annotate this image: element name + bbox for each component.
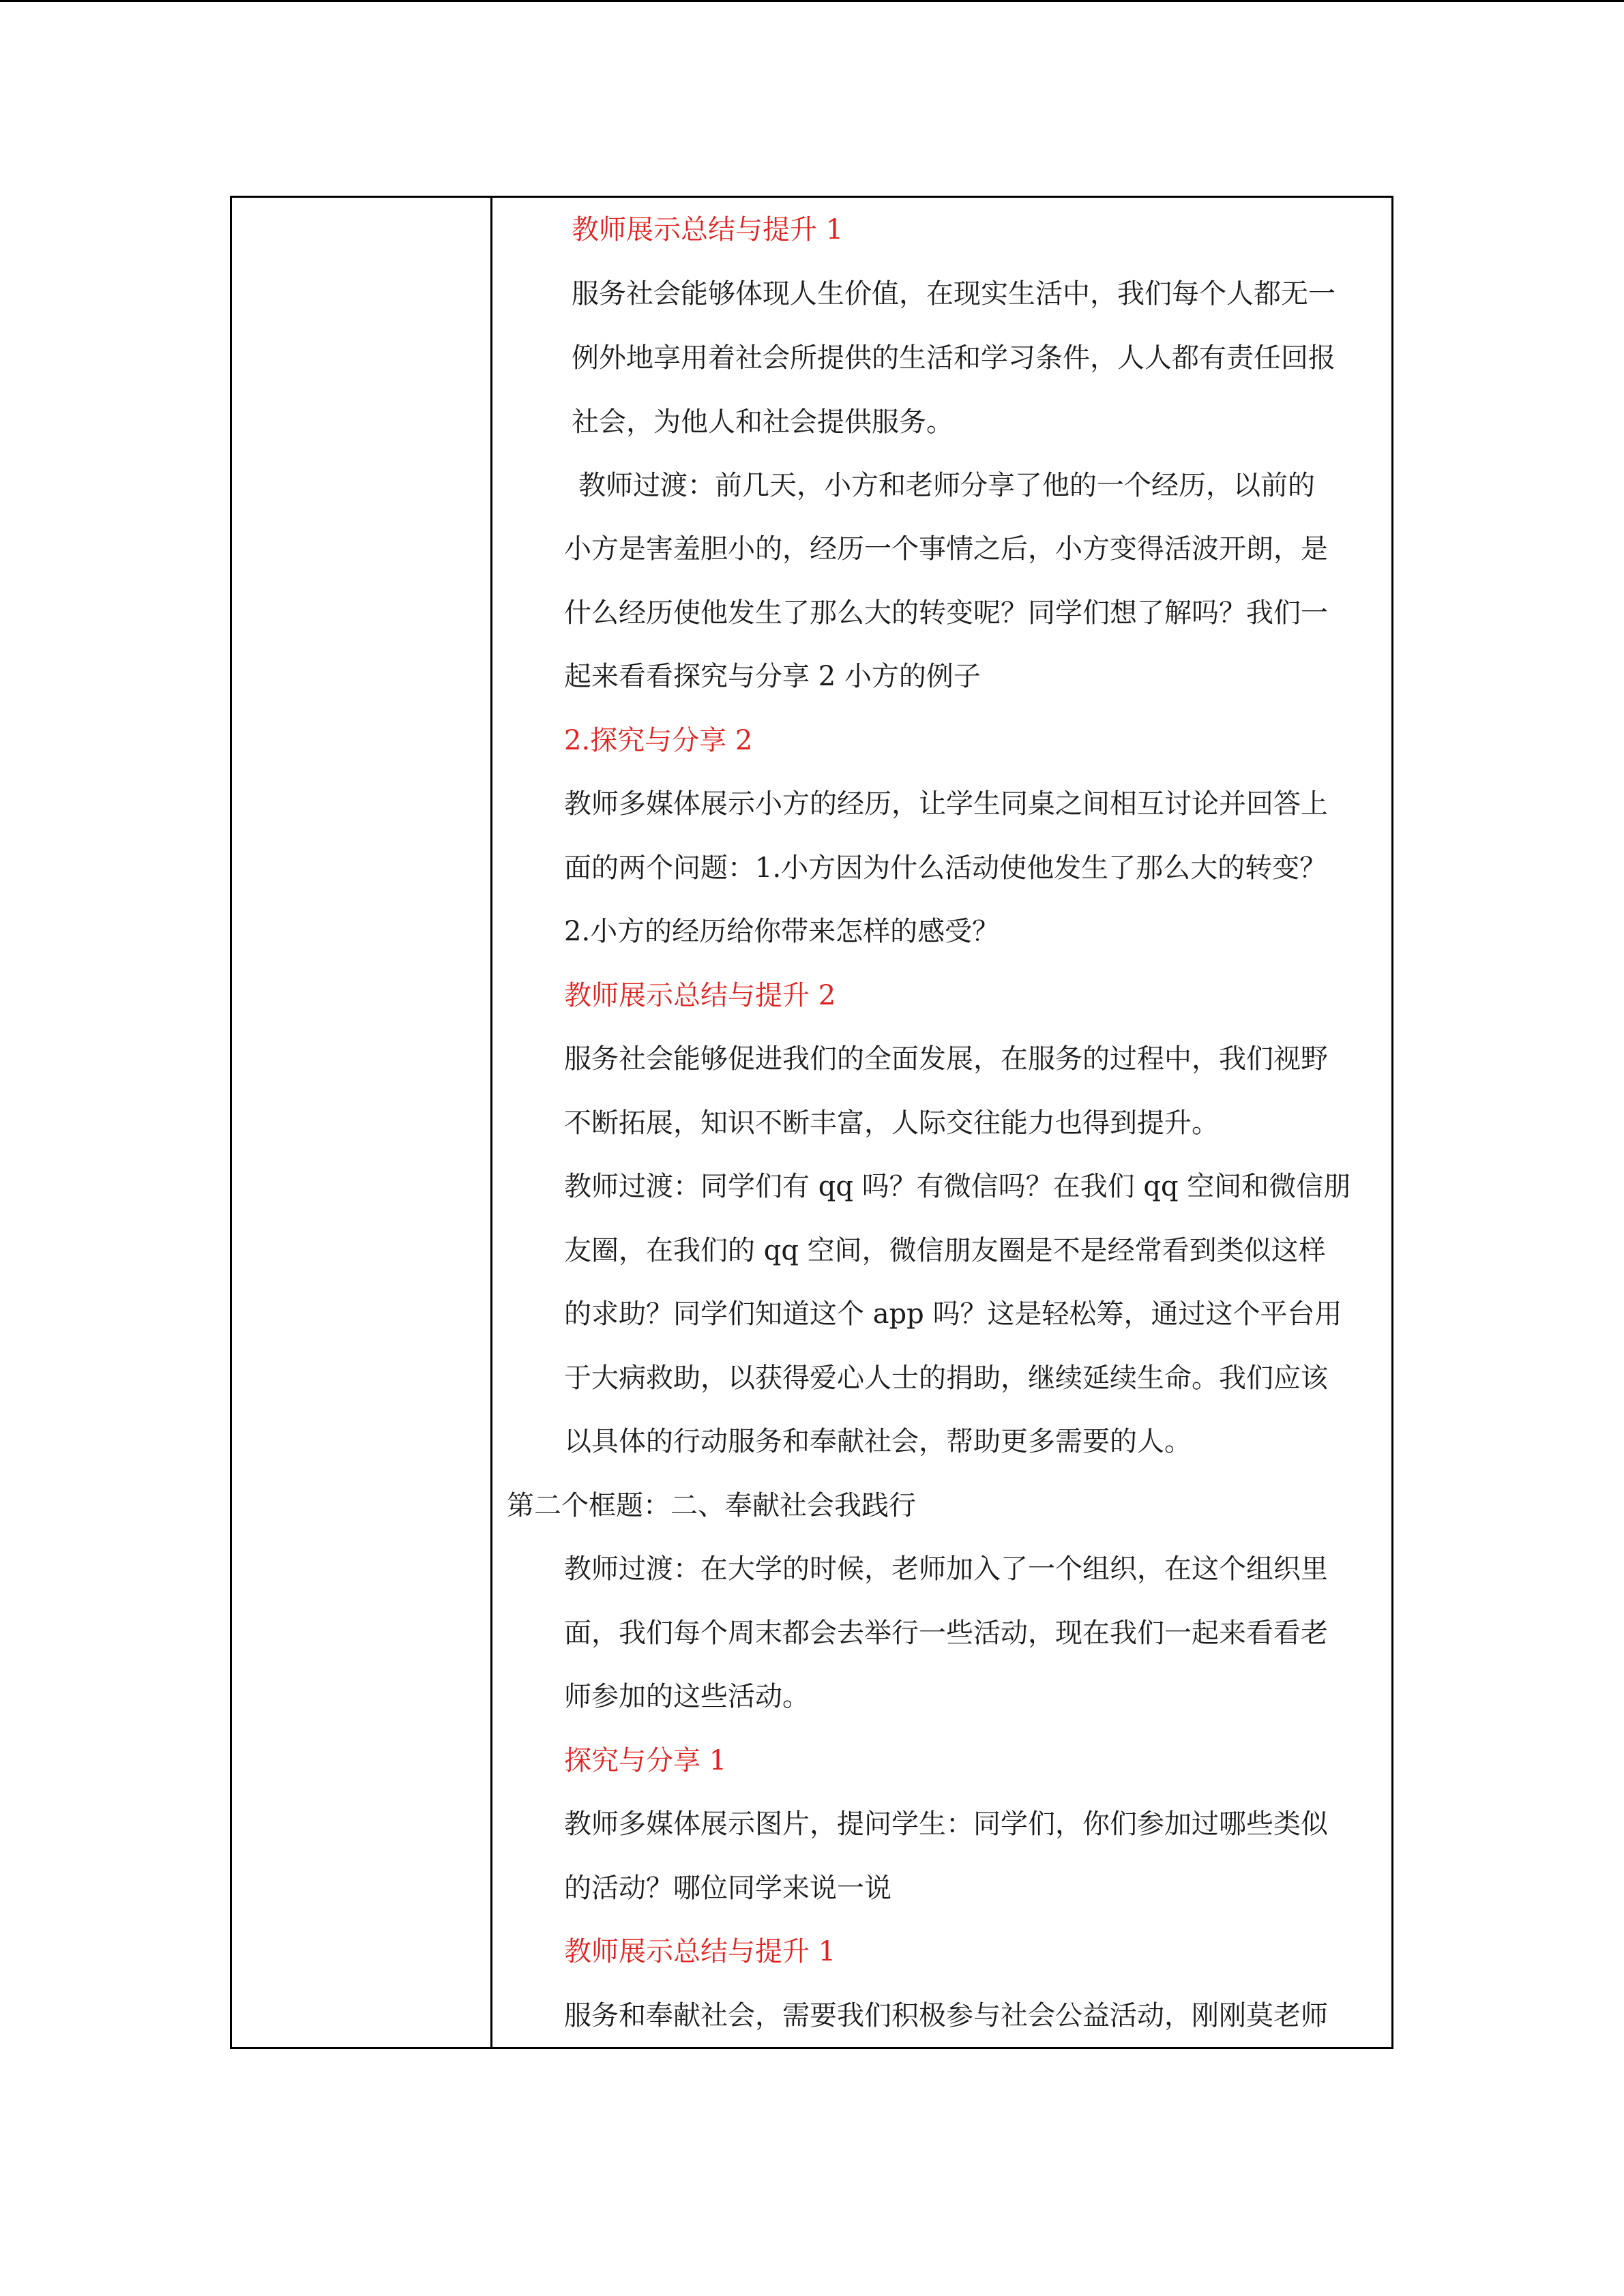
paragraph-line: 面，我们每个周末都会去举行一些活动，现在我们一起来看看老 — [564, 1617, 1328, 1649]
lesson-plan-table — [230, 196, 1393, 2049]
paragraph-line: 的求助？同学们知道这个 app 吗？这是轻松筹，通过这个平台用 — [564, 1298, 1342, 1330]
section-heading-frame-2: 第二个框题：二、奉献社会我践行 — [507, 1490, 916, 1521]
paragraph-line: 起来看看探究与分享 2 小方的例子 — [564, 661, 981, 692]
paragraph-line: 于大病救助，以获得爱心人士的捐助，继续延续生命。我们应该 — [564, 1362, 1328, 1394]
paragraph-line: 服务和奉献社会，需要我们积极参与社会公益活动，刚刚莫老师 — [564, 2000, 1328, 2031]
paragraph-line: 不断拓展，知识不断丰富，人际交往能力也得到提升。 — [564, 1107, 1219, 1139]
paragraph-line: 友圈，在我们的 qq 空间，微信朋友圈是不是经常看到类似这样 — [564, 1235, 1326, 1266]
paragraph-line: 师参加的这些活动。 — [564, 1681, 810, 1712]
paragraph-line: 2.小方的经历给你带来怎样的感受？ — [564, 916, 1000, 947]
paragraph-line: 教师过渡：在大学的时候，老师加入了一个组织，在这个组织里 — [564, 1553, 1328, 1585]
paragraph-line: 小方是害羞胆小的，经历一个事情之后，小方变得活波开朗，是 — [564, 533, 1328, 565]
paragraph-line: 服务社会能够促进我们的全面发展，在服务的过程中，我们视野 — [564, 1043, 1328, 1075]
heading-explore-share-1: 探究与分享 1 — [564, 1745, 727, 1776]
paragraph-line: 教师多媒体展示图片，提问学生：同学们，你们参加过哪些类似 — [564, 1808, 1328, 1840]
paragraph-line: 面的两个问题：1.小方因为什么活动使他发生了那么大的转变？ — [564, 852, 1327, 884]
paragraph-line: 什么经历使他发生了那么大的转变呢？同学们想了解吗？我们一 — [564, 597, 1328, 629]
paragraph-line: 服务社会能够体现人生价值，在现实生活中，我们每个人都无一 — [572, 278, 1335, 310]
paragraph-line: 教师过渡：前几天，小方和老师分享了他的一个经历，以前的 — [578, 470, 1315, 501]
paragraph-line: 教师多媒体展示小方的经历，让学生同桌之间相互讨论并回答上 — [564, 788, 1328, 820]
heading-summary-1b: 教师展示总结与提升 1 — [564, 1936, 836, 1967]
table-content-cell — [232, 198, 1391, 2047]
paragraph-line: 社会，为他人和社会提供服务。 — [572, 406, 954, 438]
page-top-rule — [0, 0, 1624, 2]
paragraph-line: 教师过渡：同学们有 qq 吗？有微信吗？在我们 qq 空间和微信朋 — [564, 1171, 1351, 1202]
heading-summary-2: 教师展示总结与提升 2 — [564, 980, 836, 1011]
heading-explore-share-2: 2.探究与分享 2 — [564, 725, 753, 756]
paragraph-line: 例外地享用着社会所提供的生活和学习条件，人人都有责任回报 — [572, 342, 1335, 374]
heading-summary-1: 教师展示总结与提升 1 — [572, 214, 844, 245]
paragraph-line: 以具体的行动服务和奉献社会，帮助更多需要的人。 — [564, 1426, 1192, 1457]
paragraph-line: 的活动？哪位同学来说一说 — [564, 1873, 891, 1904]
